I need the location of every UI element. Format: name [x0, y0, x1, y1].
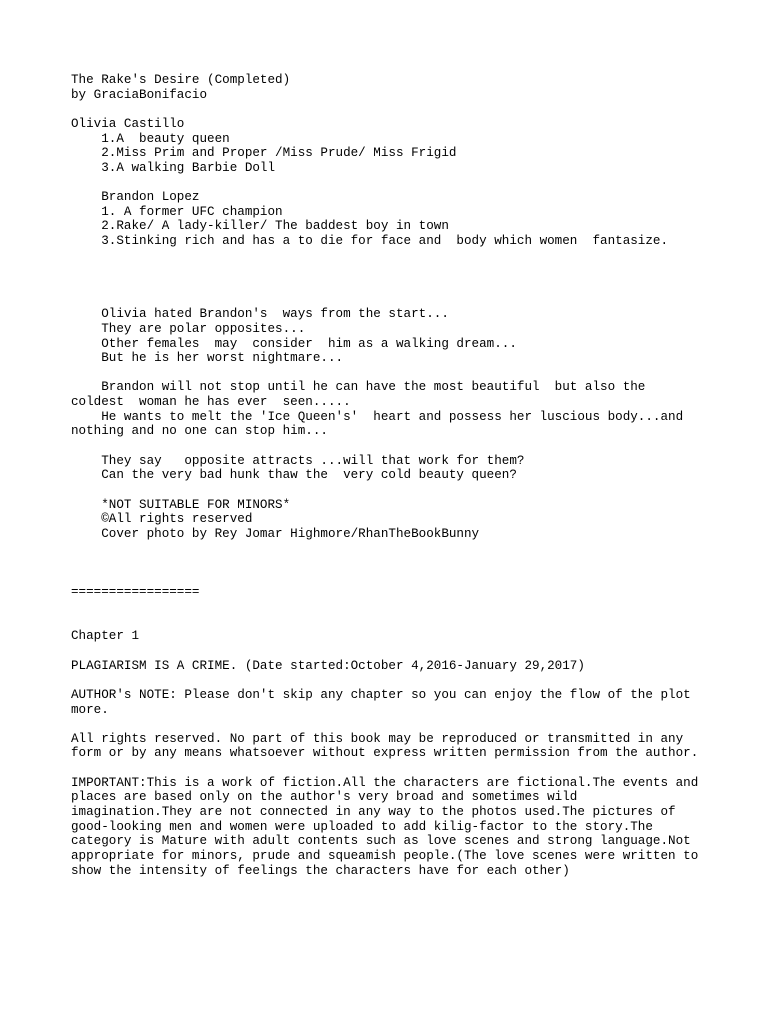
- author-byline: by GraciaBonifacio: [71, 87, 208, 102]
- important-line: category is Mature with adult contents such as love scenes and strong language.Not: [71, 834, 691, 849]
- brandon-trait: 1. A former UFC champion: [71, 204, 283, 219]
- important-line: imagination.They are not connected in any way to the photos used.The pictures of: [71, 805, 676, 820]
- spacer: [71, 249, 761, 264]
- spacer: [71, 439, 761, 454]
- section-divider: =================: [71, 585, 200, 600]
- blurb-line: Other females may consider him as a walking dream...: [71, 336, 517, 351]
- important-line: appropriate for minors, prude and squeamish people.(The love scenes were written to: [71, 848, 699, 863]
- spacer: [71, 278, 761, 293]
- rights-line: form or by any means whatsoever without express written permission from the author.: [71, 746, 699, 761]
- spacer: [71, 571, 761, 586]
- spacer: [71, 366, 761, 381]
- important-line: show the intensity of feelings the characters have for each other): [71, 863, 570, 878]
- important-line: places are based only on the author's very broad and sometimes wild: [71, 790, 578, 805]
- brandon-trait: 2.Rake/ A lady-killer/ The baddest boy in town: [71, 219, 449, 234]
- olivia-trait: 1.A beauty queen: [71, 131, 230, 146]
- rights-line: All rights reserved. No part of this book may be reproduced or transmitted in any: [71, 731, 684, 746]
- blurb-line: He wants to melt the 'Ice Queen's' heart and possess her luscious body...and: [71, 409, 684, 424]
- spacer: [71, 644, 761, 659]
- blurb-line: Can the very bad hunk thaw the very cold beauty queen?: [71, 468, 517, 483]
- notice-line: ©All rights reserved: [71, 512, 253, 527]
- spacer: [71, 556, 761, 571]
- authors-note-line: more.: [71, 702, 109, 717]
- spacer: [71, 102, 761, 117]
- notice-line: *NOT SUITABLE FOR MINORS*: [71, 497, 291, 512]
- spacer: [71, 175, 761, 190]
- important-line: good-looking men and women were uploaded to add kilig-factor to the story.The: [71, 819, 653, 834]
- important-line: IMPORTANT:This is a work of fiction.All the characters are fictional.The events and: [71, 775, 699, 790]
- spacer: [71, 615, 761, 630]
- spacer: [71, 673, 761, 688]
- authors-note-line: AUTHOR's NOTE: Please don't skip any chapter so you can enjoy the flow of the plot: [71, 687, 691, 702]
- character-name-brandon: Brandon Lopez: [71, 190, 200, 205]
- brandon-trait: 3.Stinking rich and has a to die for face and body which women fantasize.: [71, 234, 669, 249]
- document-page: [71, 73, 761, 878]
- blurb-line: nothing and no one can stop him...: [71, 424, 328, 439]
- blurb-line: They say opposite attracts ...will that work for them?: [71, 453, 525, 468]
- olivia-trait: 2.Miss Prim and Proper /Miss Prude/ Miss Frigid: [71, 146, 457, 161]
- blurb-line: Olivia hated Brandon's ways from the start...: [71, 307, 449, 322]
- spacer: [71, 600, 761, 615]
- spacer: [71, 542, 761, 557]
- spacer: [71, 717, 761, 732]
- chapter-heading: Chapter 1: [71, 629, 140, 644]
- book-title: The Rake's Desire (Completed): [71, 73, 291, 87]
- blurb-line: But he is her worst nightmare...: [71, 351, 344, 366]
- spacer: [71, 263, 761, 278]
- plagiarism-notice: PLAGIARISM IS A CRIME. (Date started:October 4,2016-January 29,2017): [71, 658, 585, 673]
- notice-line: Cover photo by Rey Jomar Highmore/RhanTheBookBunny: [71, 526, 480, 541]
- spacer: [71, 293, 761, 308]
- character-name-olivia: Olivia Castillo: [71, 116, 185, 131]
- olivia-trait: 3.A walking Barbie Doll: [71, 160, 276, 175]
- spacer: [71, 761, 761, 776]
- spacer: [71, 483, 761, 498]
- blurb-line: They are polar opposites...: [71, 321, 306, 336]
- blurb-line: Brandon will not stop until he can have the most beautiful but also the: [71, 380, 646, 395]
- blurb-line: coldest woman he has ever seen.....: [71, 395, 351, 410]
